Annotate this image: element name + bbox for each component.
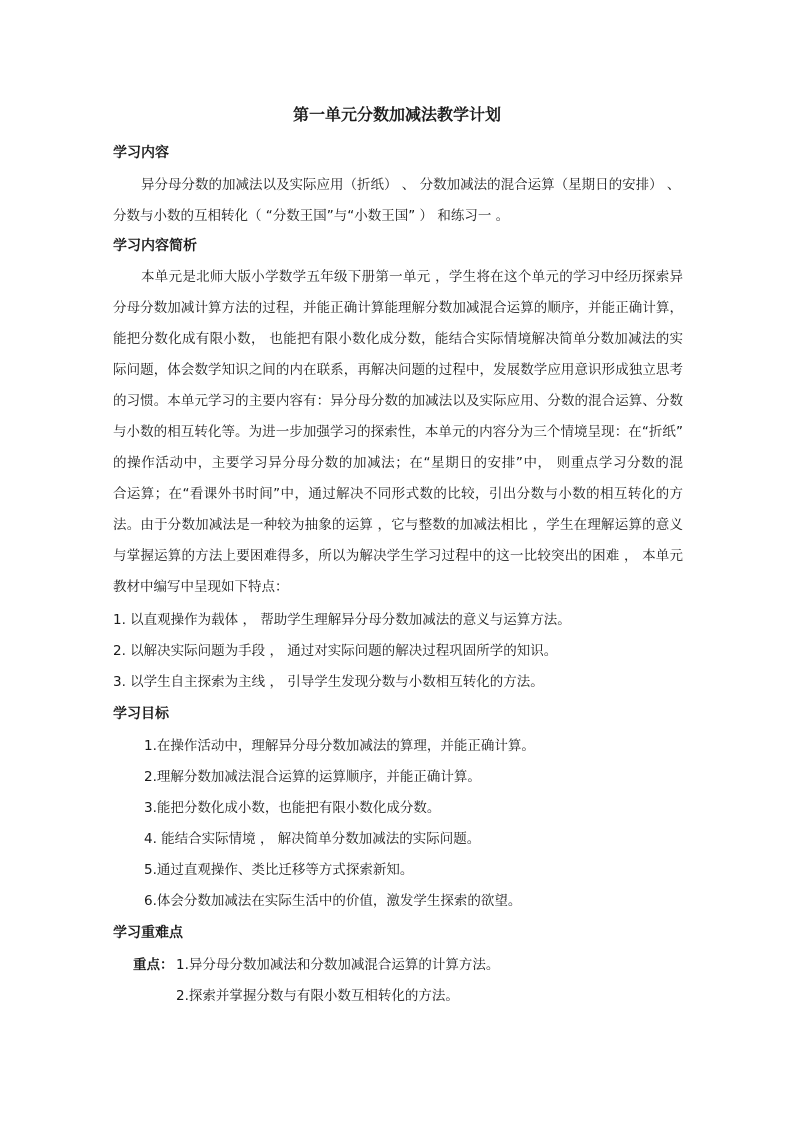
document-title: 第一单元分数加减法教学计划 <box>292 105 501 124</box>
analysis-line-3: 能把分数化成有限小数， 也能把有限小数化成分数，能结合实际情境解决简单分数加减法的实 <box>113 331 683 347</box>
content-line-1: 异分母分数的加减法以及实际应用（折纸） 、 分数加减法的混合运算（星期日的安排） 、 <box>141 177 681 193</box>
goal-item-6: 6.体会分数加减法在实际生活中的价值，激发学生探索的欲望。 <box>144 893 522 909</box>
analysis-line-7: 的操作活动中，主要学习异分母分数的加减法；在“星期日的安排”中， 则重点学习分数的混 <box>113 455 683 471</box>
analysis-line-1: 本单元是北师大版小学数学五年级下册第一单元 ，学生将在这个单元的学习中经历探索异 <box>141 269 683 285</box>
key-item-1: 1.异分母分数加减法和分数加减混合运算的计算方法。 <box>176 957 500 973</box>
analysis-point-1: 1. 以直观操作为载体 ， 帮助学生理解异分母分数加减法的意义与运算方法。 <box>113 612 571 628</box>
analysis-point-2: 2. 以解决实际问题为手段 ， 通过对实际问题的解决过程巩固所学的知识。 <box>113 643 558 659</box>
goal-item-5: 5.通过直观操作、类比迁移等方式探索新知。 <box>144 862 414 878</box>
analysis-line-8: 合运算；在“看课外书时间”中，通过解决不同形式数的比较，引出分数与小数的相互转化的方 <box>113 486 683 502</box>
heading-analysis: 学习内容简析 <box>113 238 197 254</box>
key-item-2: 2.探索并掌握分数与有限小数互相转化的方法。 <box>176 988 459 1004</box>
analysis-line-4: 际问题，体会数学知识之间的内在联系，再解决问题的过程中，发展数学应用意识形成独立思考 <box>113 362 683 378</box>
goal-item-1: 1.在操作活动中，理解异分母分数加减法的算理，并能正确计算。 <box>144 738 535 754</box>
key-label: 重点： <box>133 957 174 973</box>
goal-item-2: 2.理解分数加减法混合运算的运算顺序，并能正确计算。 <box>144 769 481 785</box>
content-line-2: 分数与小数的互相转化（ “分数王国”与“小数王国” ） 和练习一 。 <box>113 208 510 224</box>
analysis-line-2: 分母分数加减计算方法的过程，并能正确计算能理解分数加减混合运算的顺序，并能正确计算， <box>113 300 683 316</box>
heading-goals: 学习目标 <box>113 706 169 722</box>
analysis-point-3: 3. 以学生自主探索为主线 ， 引导学生发现分数与小数相互转化的方法。 <box>113 674 544 690</box>
analysis-line-9: 法。由于分数加减法是一种较为抽象的运算 ，它与整数的加减法相比 ，学生在理解运算的意义 <box>113 517 683 533</box>
analysis-line-10: 与掌握运算的方法上要困难得多，所以为解决学生学习过程中的这一比较突出的困难 ， 本单元 <box>113 548 683 564</box>
analysis-line-11: 教材中编写中呈现如下特点： <box>113 579 289 595</box>
heading-key: 学习重难点 <box>113 925 183 941</box>
goal-item-3: 3.能把分数化成小数，也能把有限小数化成分数。 <box>144 800 441 816</box>
analysis-line-5: 的习惯。本单元学习的主要内容有：异分母分数的加减法以及实际应用、分数的混合运算、分数 <box>113 393 683 409</box>
heading-content: 学习内容 <box>113 145 169 161</box>
analysis-line-6: 与小数的相互转化等。为进一步加强学习的探索性，本单元的内容分为三个情境呈现：在“折纸” <box>113 424 683 440</box>
goal-item-4: 4. 能结合实际情境 ， 解决简单分数加减法的实际问题。 <box>144 831 481 847</box>
